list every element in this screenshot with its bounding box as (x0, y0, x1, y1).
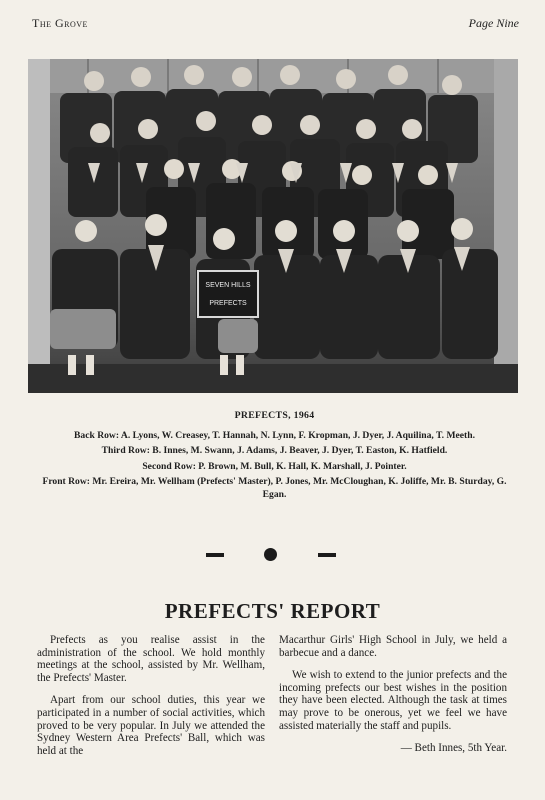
svg-text:PREFECTS: PREFECTS (209, 300, 247, 307)
caption-title: PREFECTS, 1964 (234, 410, 315, 421)
report-title: PREFECTS' REPORT (164, 599, 381, 623)
divider-dash-right (318, 553, 336, 557)
divider-dash-left (206, 553, 224, 557)
divider-dot (264, 548, 277, 561)
caption-third-row: Third Row: B. Innes, M. Swann, J. Adams, J. Beaver, J. Dyer, T. Easton, K. Hatfield. (101, 445, 448, 457)
group-photo (28, 59, 518, 393)
page-number: Page Nine (468, 16, 519, 30)
report-column-left (37, 634, 265, 767)
report-signature: — Beth Innes, 5th Year. (400, 742, 507, 755)
report-paragraph: Macarthur Girls' High School in July, we held a barbecue and a dance. (279, 634, 507, 659)
caption-second-row: Second Row: P. Brown, M. Bull, K. Hall, K. Marshall, J. Pointer. (142, 460, 407, 472)
prefects-sign (198, 271, 258, 317)
magazine-title: The Grove (32, 16, 88, 30)
group-photo-illustration (28, 59, 518, 393)
svg-text:SEVEN HILLS: SEVEN HILLS (205, 282, 251, 289)
caption-back-row: Back Row: A. Lyons, W. Creasey, T. Hannah, N. Lynn, F. Kropman, J. Dyer, J. Aquilina, T. Meeth. (74, 429, 475, 441)
photo-caption (30, 410, 519, 504)
report-column-right (279, 634, 507, 765)
section-divider (0, 542, 545, 566)
report-paragraph: We wish to extend to the junior prefects and the incoming prefects our best wishes in the position they have been elected. Although the task at times may prove to be onerous, yet we feel we have assisted materially the staff and pupils. (279, 669, 507, 732)
page-header (32, 16, 519, 34)
report-paragraph: Apart from our school duties, this year we participated in a number of social activities, which proved to be very popular. In July we attended the Sydney Western Area Prefects' Ball, which was held at the (37, 694, 265, 757)
caption-front-row: Front Row: Mr. Ereira, Mr. Wellham (Prefects' Master), P. Jones, Mr. McCloughan, K. Joliffe, Mr. B. Sturday, G. Egan. (42, 476, 507, 500)
report-paragraph: Prefects as you realise assist in the administration of the school. We hold monthly meetings at the school, assisted by Mr. Wellham, the Prefects' Master. (37, 634, 265, 684)
